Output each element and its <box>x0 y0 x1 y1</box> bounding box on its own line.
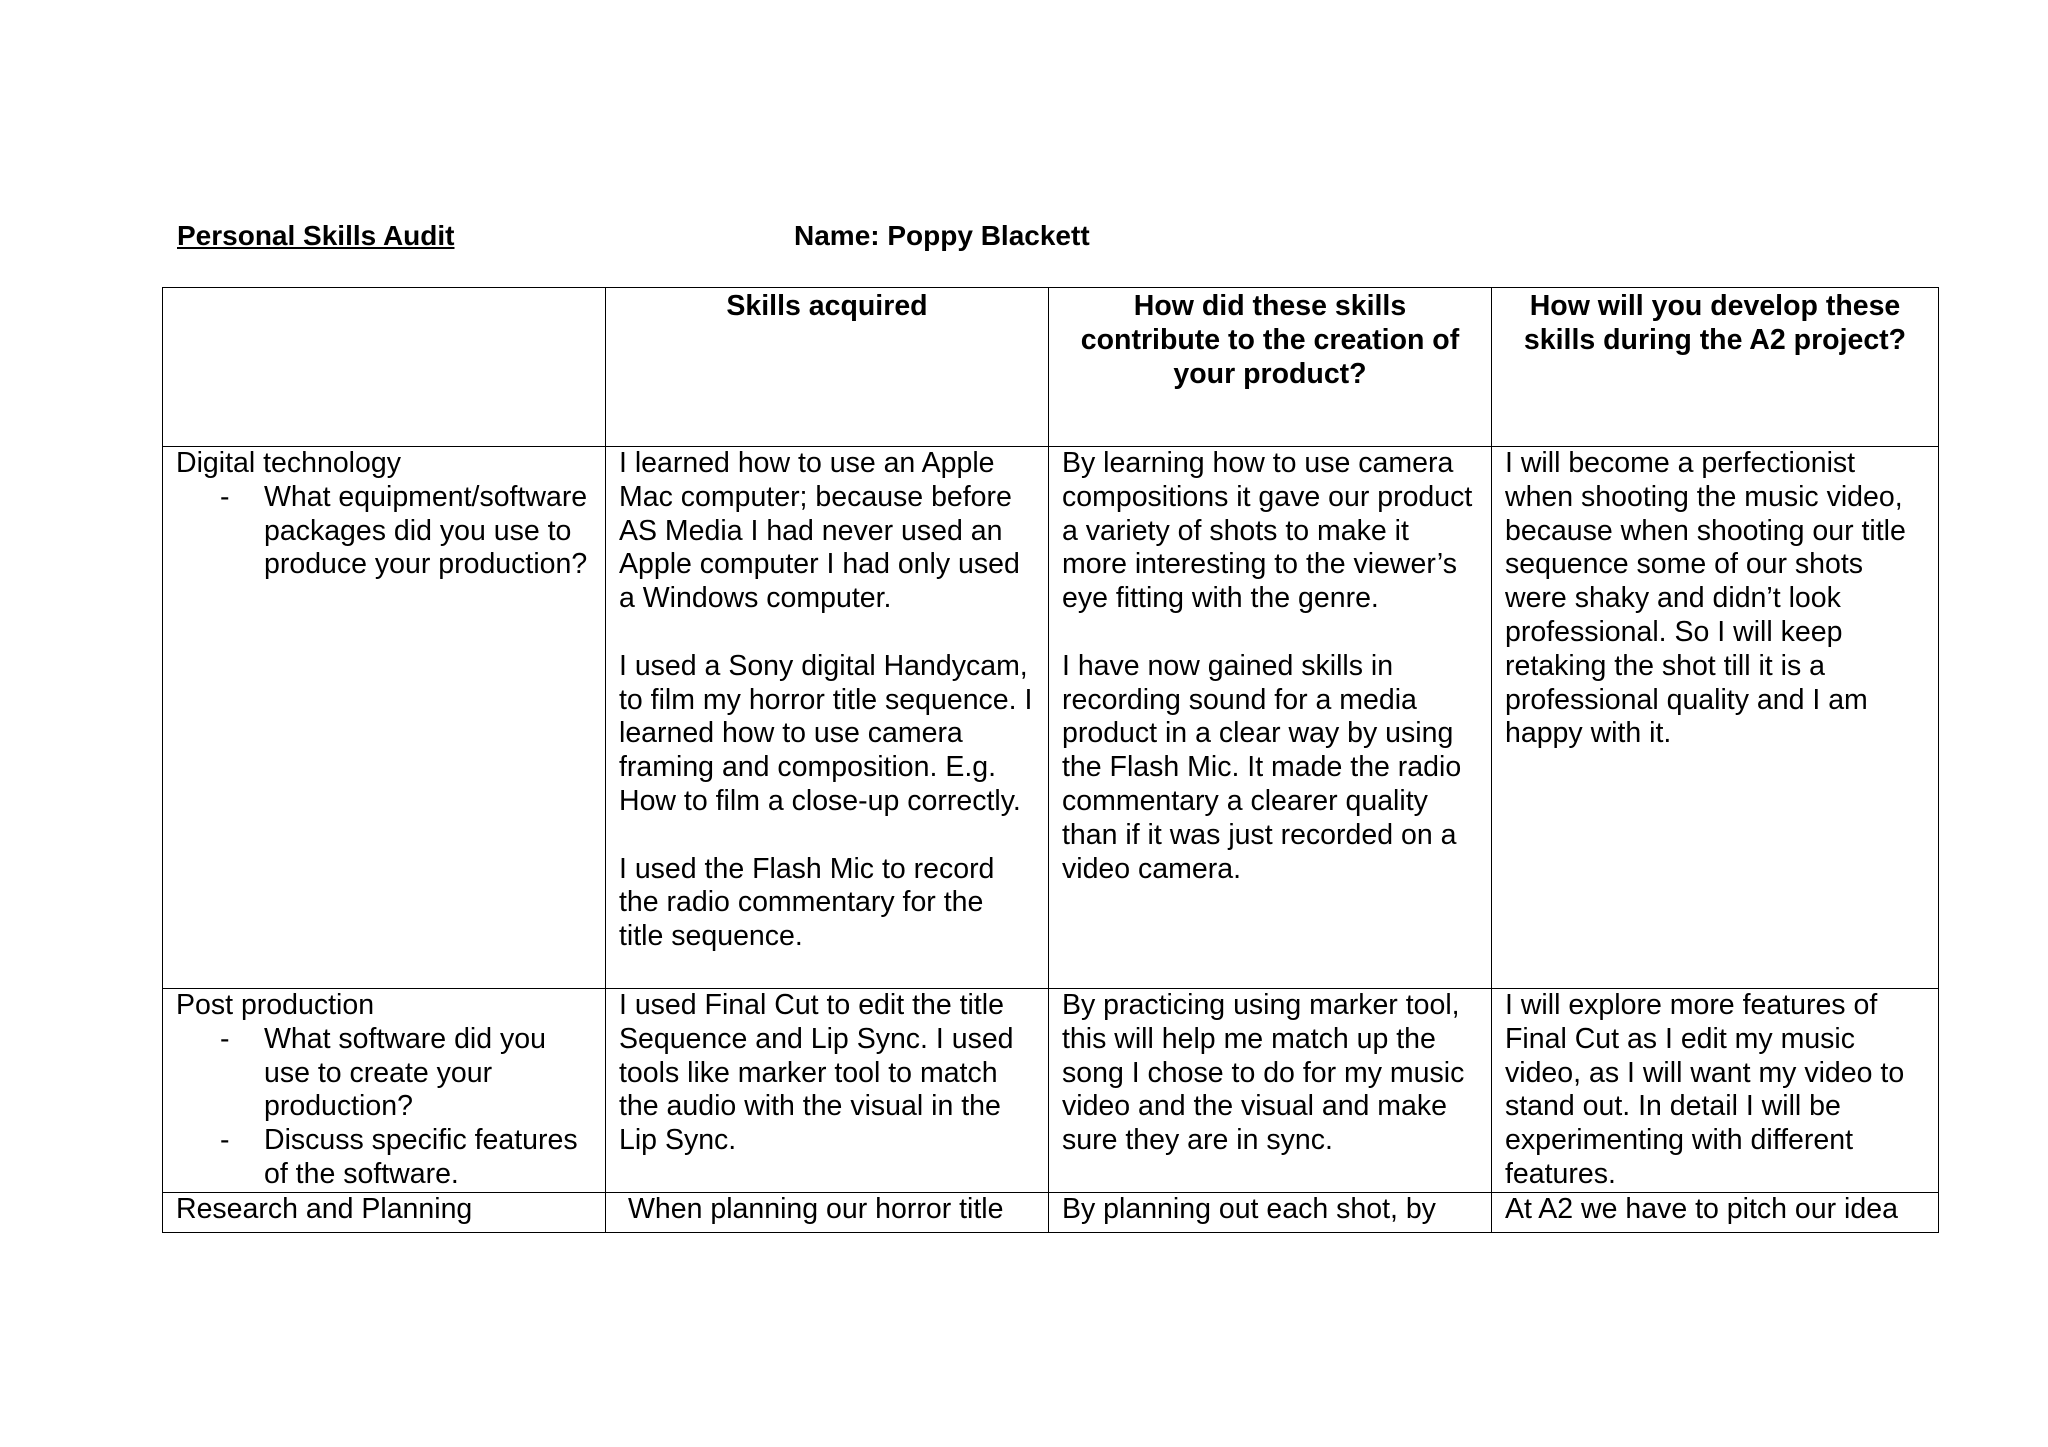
contribution-paragraph: By learning how to use camera compositions it gave our product a variety of shots to make it more interesting to the viewer’s eye fitting with the genre. <box>1062 447 1473 615</box>
header-development: How will you develop these skills during the A2 project? <box>1492 288 1939 447</box>
development-cell <box>1492 1192 1939 1232</box>
student-name: Name: Poppy Blackett <box>794 220 1090 251</box>
table-row <box>163 989 1939 1193</box>
contribution-paragraph: By practicing using marker tool, this will help me match up the song I chose to do for my music video and the visual and make sure they are in sync. <box>1062 989 1465 1157</box>
prompt-item: - Discuss specific features of the software. <box>264 1124 592 1192</box>
skills-paragraph: When planning our horror title <box>628 1192 1004 1225</box>
development-paragraph: At A2 we have to pitch our idea <box>1505 1192 1898 1225</box>
category-cell <box>163 989 606 1193</box>
skills-paragraph: I learned how to use an Apple Mac computer; because before AS Media I had never used an Apple computer I had only used a Windows computer. <box>619 447 1020 615</box>
skills-paragraph: I used a Sony digital Handycam, to film my horror title sequence. I learned how to use camera framing and composition. E.g. How to film a close-up correctly. <box>619 649 1033 817</box>
development-paragraph: I will explore more features of Final Cut as I edit my music video, as I will want my video to stand out. In detail I will be experimenting with different features. <box>1505 989 1905 1190</box>
prompt-list <box>176 481 592 582</box>
category-label: Research and Planning <box>176 1192 473 1225</box>
header-cell-empty <box>163 288 606 447</box>
development-cell <box>1492 447 1939 989</box>
skills-paragraph: I used the Flash Mic to record the radio commentary for the title sequence. <box>619 852 995 953</box>
skills-cell <box>606 989 1049 1193</box>
category-cell <box>163 447 606 989</box>
prompt-list <box>176 1023 592 1192</box>
development-cell <box>1492 989 1939 1193</box>
header-contribution: How did these skills contribute to the creation of your product? <box>1049 288 1492 447</box>
skills-cell <box>606 447 1049 989</box>
development-paragraph: I will become a perfectionist when shooting the music video, because when shooting our title sequence some of our shots were shaky and didn’t look professional. So I will keep retaking the shot till it is a professional quality and I am happy with it. <box>1505 447 1906 750</box>
header-skills-acquired: Skills acquired <box>606 288 1049 447</box>
category-label: Post production <box>176 989 375 1021</box>
skills-cell <box>606 1192 1049 1232</box>
contribution-paragraph: I have now gained skills in recording sound for a media product in a clear way by using the Flash Mic. It made the radio commentary a clearer quality than if it was just recorded on a video camera. <box>1062 649 1462 885</box>
contribution-cell <box>1049 447 1492 989</box>
skills-paragraph: I used Final Cut to edit the title Sequence and Lip Sync. I used tools like marker tool to match the audio with the visual in the Lip Sync. <box>619 989 1014 1157</box>
contribution-cell <box>1049 989 1492 1193</box>
skills-audit-table <box>162 287 1939 1233</box>
table-header-row <box>163 288 1939 447</box>
table-row <box>163 447 1939 989</box>
prompt-item: - What equipment/software packages did you use to produce your production? <box>264 481 592 582</box>
document-title: Personal Skills Audit <box>177 220 455 251</box>
table-row <box>163 1192 1939 1232</box>
category-cell <box>163 1192 606 1232</box>
prompt-item: - What software did you use to create your production? <box>264 1023 592 1124</box>
contribution-paragraph: By planning out each shot, by <box>1062 1192 1436 1225</box>
contribution-cell <box>1049 1192 1492 1232</box>
category-label: Digital technology <box>176 447 401 479</box>
